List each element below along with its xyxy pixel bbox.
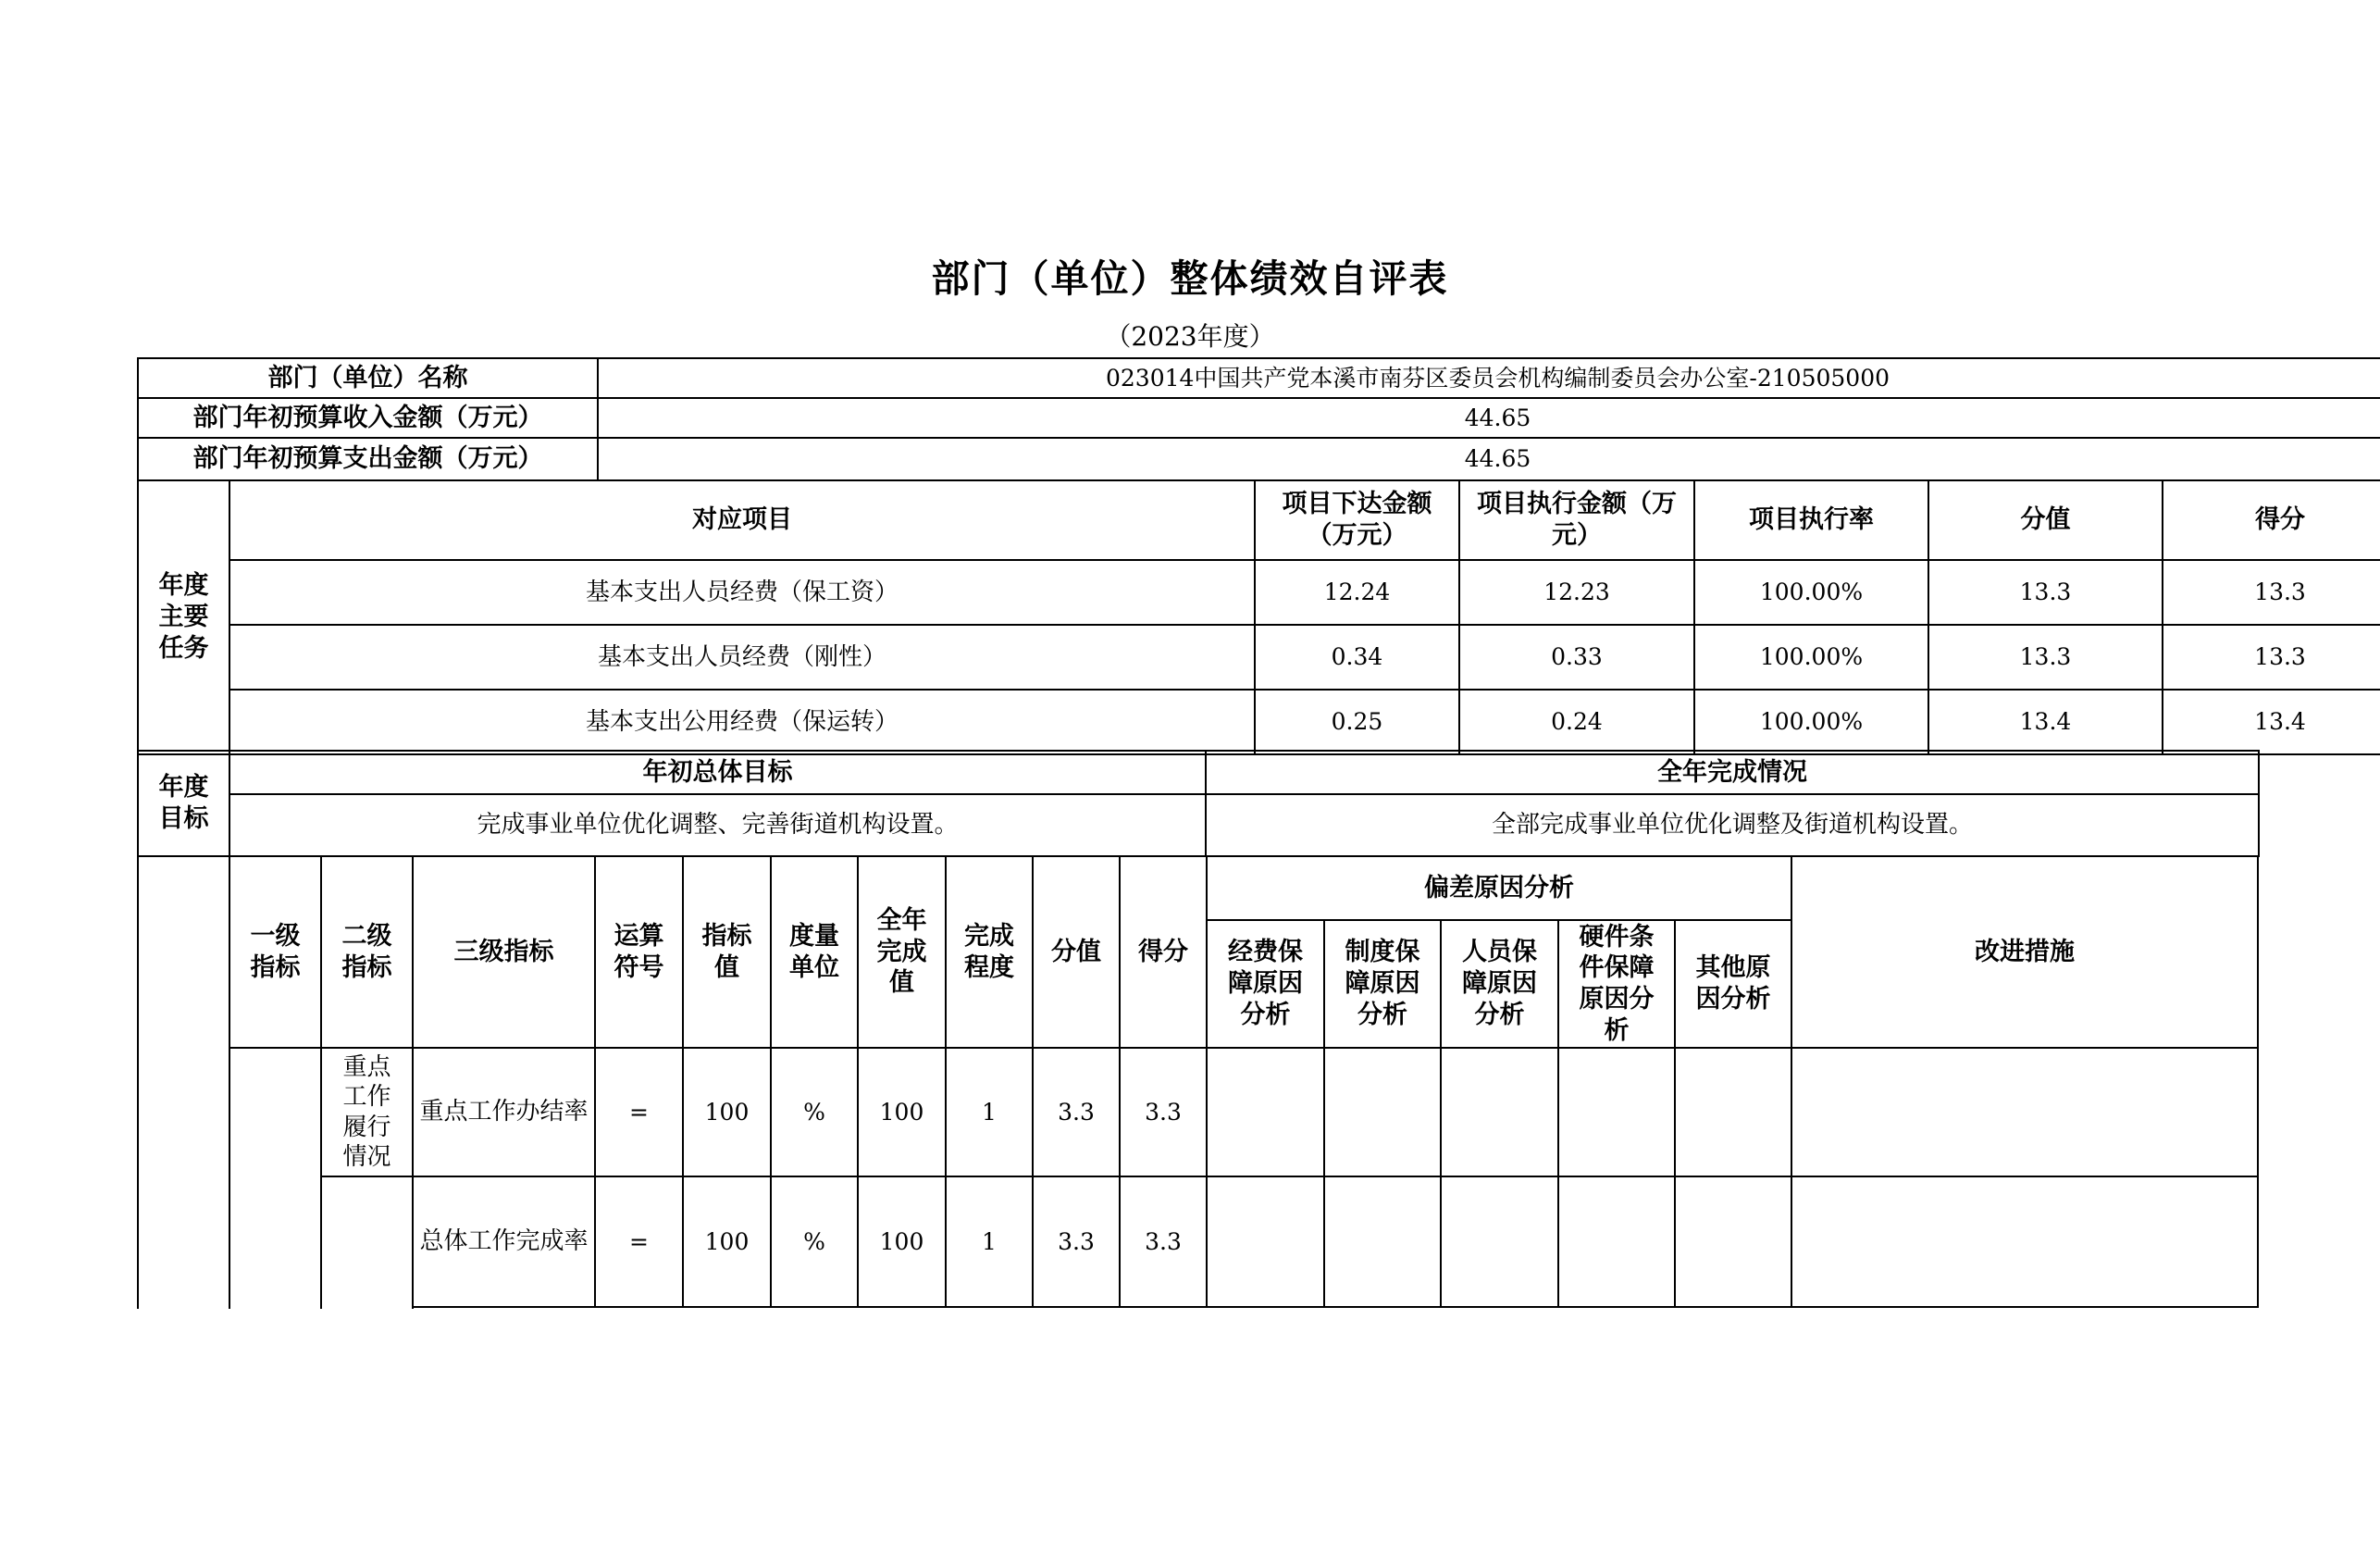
task-allocated: 0.34 bbox=[1255, 625, 1459, 690]
dev-hardware-cell bbox=[1558, 1048, 1675, 1176]
indicator-score: 3.3 bbox=[1120, 1048, 1207, 1176]
unit-header: 度量单位 bbox=[771, 856, 858, 1048]
indicator-row bbox=[138, 1048, 2258, 1176]
task-executed: 12.23 bbox=[1459, 560, 1694, 625]
task-score-value: 13.3 bbox=[1928, 560, 2163, 625]
budget-income-label: 部门年初预算收入金额（万元） bbox=[138, 398, 598, 438]
rate-header: 项目执行率 bbox=[1694, 480, 1928, 560]
indicator-unit: % bbox=[771, 1048, 858, 1176]
level3-header: 三级指标 bbox=[413, 856, 595, 1048]
task-project: 基本支出人员经费（刚性） bbox=[229, 625, 1255, 690]
budget-income-value: 44.65 bbox=[598, 398, 2380, 438]
dev-other-cell bbox=[1675, 1048, 1791, 1176]
task-executed: 0.33 bbox=[1459, 625, 1694, 690]
header-task-table bbox=[137, 357, 2380, 755]
budget-expense-label: 部门年初预算支出金额（万元） bbox=[138, 438, 598, 480]
indicator-table bbox=[137, 855, 2259, 1309]
goals-table bbox=[137, 750, 2260, 857]
task-rate: 100.00% bbox=[1694, 625, 1928, 690]
page-title: 部门（单位）整体绩效自评表 bbox=[931, 256, 1449, 301]
indicator-score-value-header: 分值 bbox=[1033, 856, 1120, 1048]
task-project: 基本支出人员经费（保工资） bbox=[229, 560, 1255, 625]
completion-header: 全年完成情况 bbox=[1206, 751, 2259, 794]
task-executed: 0.24 bbox=[1459, 690, 1694, 754]
indicator-score-header: 得分 bbox=[1120, 856, 1207, 1048]
indicator-annual: 100 bbox=[858, 1176, 946, 1307]
dev-other-cell bbox=[1675, 1176, 1791, 1307]
executed-header: 项目执行金额（万元） bbox=[1459, 480, 1694, 560]
initial-goal-header: 年初总体目标 bbox=[229, 751, 1206, 794]
continuation-edge bbox=[413, 1307, 2258, 1309]
indicator-operator: = bbox=[595, 1048, 683, 1176]
task-row bbox=[138, 560, 2380, 625]
degree-header: 完成程度 bbox=[946, 856, 1033, 1048]
budget-expense-value: 44.65 bbox=[598, 438, 2380, 480]
indicator-degree: 1 bbox=[946, 1176, 1033, 1307]
improve-header: 改进措施 bbox=[1791, 856, 2258, 1048]
dev-hardware-header: 硬件条件保障原因分析 bbox=[1558, 920, 1675, 1048]
annual-value-header: 全年完成值 bbox=[858, 856, 946, 1048]
indicator-score-value: 3.3 bbox=[1033, 1176, 1120, 1307]
annual-goals-label: 年度目标 bbox=[138, 751, 229, 856]
dev-funding-header: 经费保障原因分析 bbox=[1207, 920, 1324, 1048]
initial-goal-text: 完成事业单位优化调整、完善街道机构设置。 bbox=[229, 794, 1206, 856]
level2-header: 二级指标 bbox=[321, 856, 413, 1048]
indicator-score: 3.3 bbox=[1120, 1176, 1207, 1307]
indicator-level1 bbox=[229, 1048, 321, 1309]
indicator-operator: = bbox=[595, 1176, 683, 1307]
indicator-row bbox=[138, 1176, 2258, 1307]
indicator-level3: 总体工作完成率 bbox=[413, 1176, 595, 1307]
indicator-level2 bbox=[321, 1176, 413, 1309]
improve-cell bbox=[1791, 1176, 2258, 1307]
task-score-value: 13.4 bbox=[1928, 690, 2163, 754]
task-rate: 100.00% bbox=[1694, 560, 1928, 625]
dev-system-header: 制度保障原因分析 bbox=[1324, 920, 1441, 1048]
indicator-level3: 重点工作办结率 bbox=[413, 1048, 595, 1176]
indicator-unit: % bbox=[771, 1176, 858, 1307]
task-allocated: 12.24 bbox=[1255, 560, 1459, 625]
operator-header: 运算符号 bbox=[595, 856, 683, 1048]
continuation-stub bbox=[138, 1307, 2258, 1309]
task-score: 13.3 bbox=[2163, 560, 2380, 625]
dept-name-label: 部门（单位）名称 bbox=[138, 358, 598, 398]
dev-staff-cell bbox=[1441, 1176, 1558, 1307]
task-score: 13.3 bbox=[2163, 625, 2380, 690]
indicator-annual: 100 bbox=[858, 1048, 946, 1176]
indicator-target: 100 bbox=[683, 1048, 771, 1176]
completion-text: 全部完成事业单位优化调整及街道机构设置。 bbox=[1206, 794, 2259, 856]
improve-cell bbox=[1791, 1048, 2258, 1176]
task-score: 13.4 bbox=[2163, 690, 2380, 754]
indicator-score-value: 3.3 bbox=[1033, 1048, 1120, 1176]
target-header: 指标值 bbox=[683, 856, 771, 1048]
dev-funding-cell bbox=[1207, 1176, 1324, 1307]
dev-staff-header: 人员保障原因分析 bbox=[1441, 920, 1558, 1048]
allocated-header: 项目下达金额（万元） bbox=[1255, 480, 1459, 560]
project-header: 对应项目 bbox=[229, 480, 1255, 560]
dev-other-header: 其他原因分析 bbox=[1675, 920, 1791, 1048]
indicator-level2: 重点工作履行情况 bbox=[321, 1048, 413, 1176]
indicator-side-cell bbox=[138, 856, 229, 1309]
task-rate: 100.00% bbox=[1694, 690, 1928, 754]
deviation-header: 偏差原因分析 bbox=[1207, 856, 1791, 920]
dev-system-cell bbox=[1324, 1048, 1441, 1176]
task-row bbox=[138, 625, 2380, 690]
dev-staff-cell bbox=[1441, 1048, 1558, 1176]
indicator-degree: 1 bbox=[946, 1048, 1033, 1176]
task-score-value: 13.3 bbox=[1928, 625, 2163, 690]
dev-hardware-cell bbox=[1558, 1176, 1675, 1307]
dev-funding-cell bbox=[1207, 1048, 1324, 1176]
task-project: 基本支出公用经费（保运转） bbox=[229, 690, 1255, 754]
score-header: 得分 bbox=[2163, 480, 2380, 560]
indicator-target: 100 bbox=[683, 1176, 771, 1307]
annual-tasks-label: 年度主要任务 bbox=[138, 480, 229, 754]
dept-name-value: 023014中国共产党本溪市南芬区委员会机构编制委员会办公室-210505000 bbox=[598, 358, 2380, 398]
page-subtitle: （2023年度） bbox=[1105, 321, 1275, 352]
level1-header: 一级指标 bbox=[229, 856, 321, 1048]
score-value-header: 分值 bbox=[1928, 480, 2163, 560]
dev-system-cell bbox=[1324, 1176, 1441, 1307]
task-row bbox=[138, 690, 2380, 754]
task-allocated: 0.25 bbox=[1255, 690, 1459, 754]
